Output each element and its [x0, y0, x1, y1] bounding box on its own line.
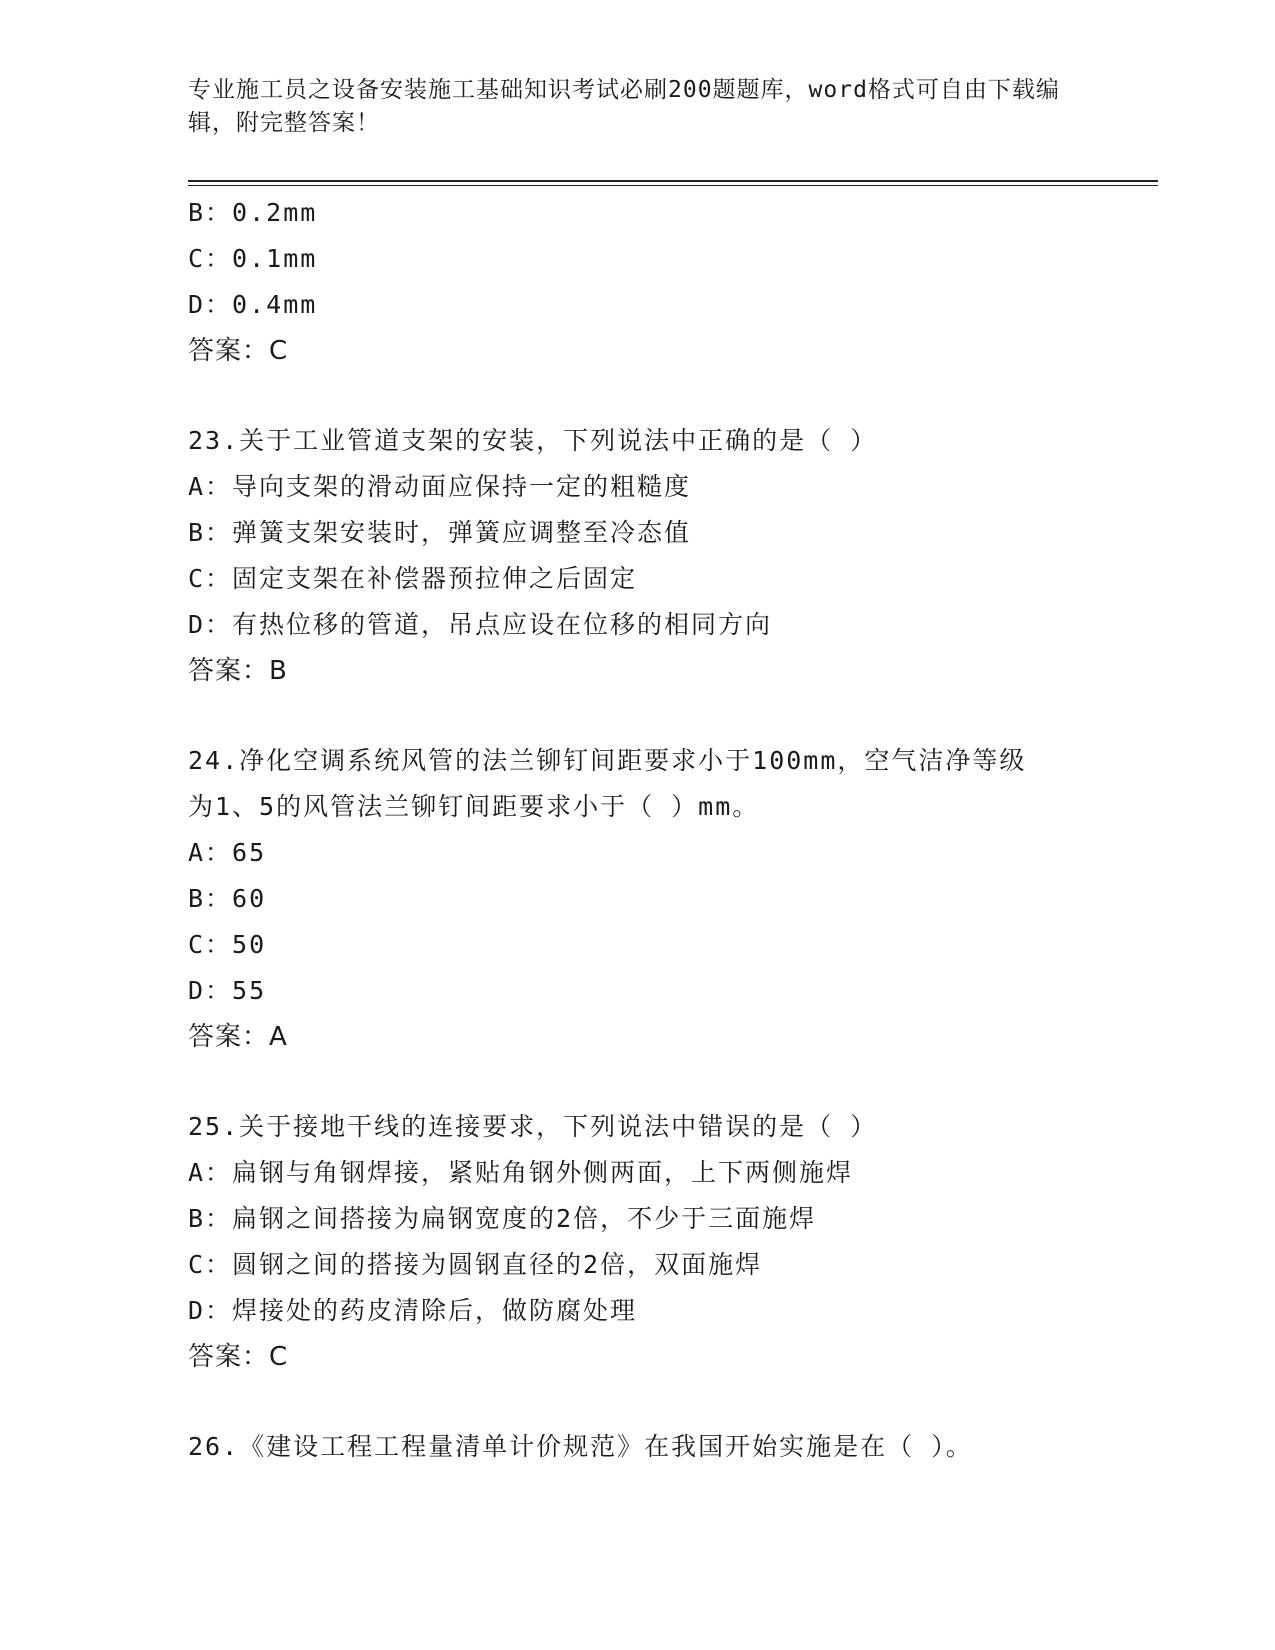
- spacer: [188, 374, 1148, 418]
- question-26: [188, 1424, 1148, 1470]
- question-22: [188, 190, 1148, 374]
- option-b: B：0.2mm: [188, 198, 318, 227]
- question-25: [188, 1104, 1148, 1380]
- question-stem-line-2: 为1、5的风管法兰铆钉间距要求小于（ ）mm。: [188, 792, 760, 821]
- spacer: [188, 1060, 1148, 1104]
- question-23: [188, 418, 1148, 694]
- option-d: D：焊接处的药皮清除后，做防腐处理: [188, 1296, 638, 1325]
- answer: 答案：C: [188, 1342, 289, 1372]
- option-b: B：弹簧支架安装时，弹簧应调整至冷态值: [188, 518, 692, 547]
- answer: 答案：C: [188, 336, 289, 366]
- option-b: B：60: [188, 884, 267, 913]
- spacer: [188, 1380, 1148, 1424]
- option-d: D：55: [188, 976, 267, 1005]
- page-header-title: 专业施工员之设备安装施工基础知识考试必刷200题题库，word格式可自由下载编辑，附完整答案！: [188, 77, 1060, 136]
- option-c: C：50: [188, 930, 267, 959]
- answer: 答案：A: [188, 1022, 288, 1052]
- question-stem: 26.《建设工程工程量清单计价规范》在我国开始实施是在（ ）。: [188, 1432, 973, 1461]
- option-a: A：扁钢与角钢焊接，紧贴角钢外侧两面，上下两侧施焊: [188, 1158, 854, 1187]
- option-d: D：0.4mm: [188, 290, 318, 319]
- question-list: [188, 190, 1148, 1470]
- question-stem: 23.关于工业管道支架的安装，下列说法中正确的是（ ）: [188, 426, 878, 455]
- option-d: D：有热位移的管道，吊点应设在位移的相同方向: [188, 610, 773, 639]
- question-stem-line-1: 24.净化空调系统风管的法兰铆钉间距要求小于100mm，空气洁净等级: [188, 746, 1027, 775]
- spacer: [188, 694, 1148, 738]
- option-a: A：导向支架的滑动面应保持一定的粗糙度: [188, 472, 692, 501]
- option-c: C：固定支架在补偿器预拉伸之后固定: [188, 564, 638, 593]
- option-c: C：圆钢之间的搭接为圆钢直径的2倍，双面施焊: [188, 1250, 763, 1279]
- header-divider: [188, 180, 1158, 186]
- question-24: [188, 738, 1148, 1060]
- option-c: C：0.1mm: [188, 244, 318, 273]
- answer: 答案：B: [188, 656, 288, 686]
- option-a: A：65: [188, 838, 267, 867]
- question-stem: 25.关于接地干线的连接要求，下列说法中错误的是（ ）: [188, 1112, 878, 1141]
- option-b: B：扁钢之间搭接为扁钢宽度的2倍，不少于三面施焊: [188, 1204, 817, 1233]
